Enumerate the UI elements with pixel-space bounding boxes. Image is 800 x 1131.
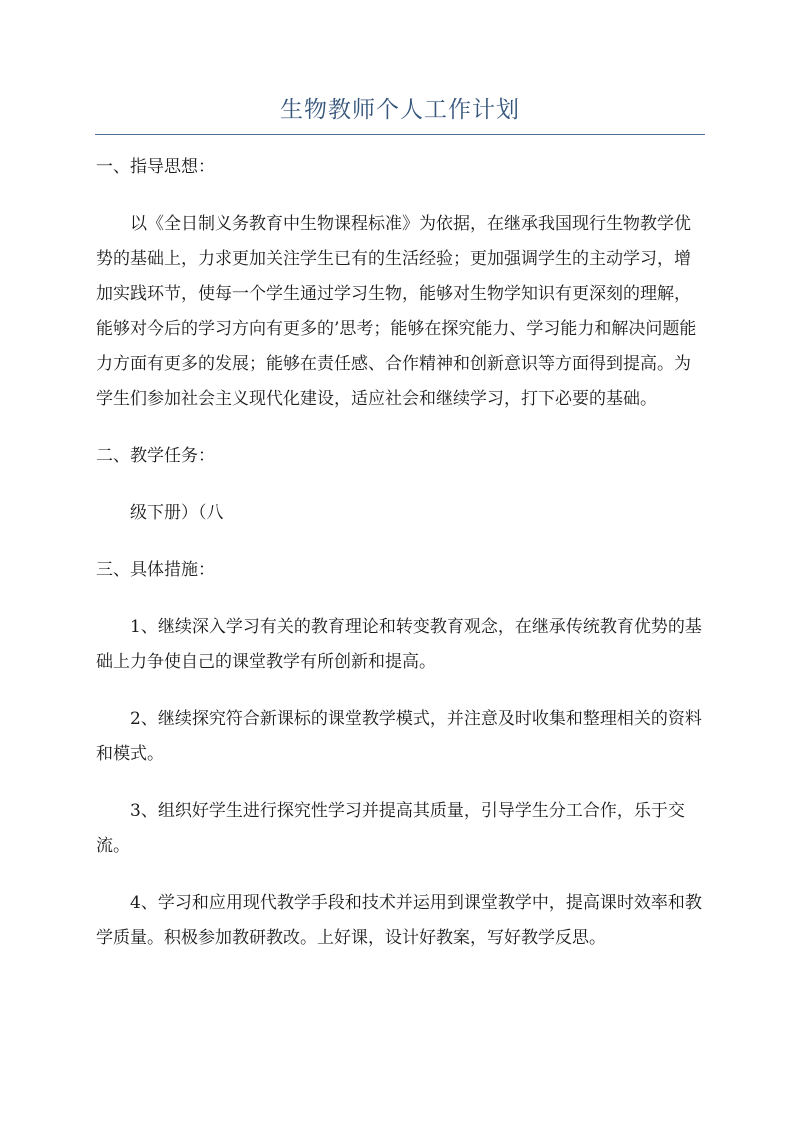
section-heading-guiding-ideology: 一、指导思想： — [96, 157, 215, 177]
document-title: 生物教师个人工作计划 — [280, 97, 520, 123]
spacer — [96, 474, 706, 496]
paragraph-measure-4: 4、学习和应用现代教学手段和技术并运用到课堂教学中，提高课时效率和教学质量。积极参加教研教改。上好课，设计好教案，写好教学反思。 — [96, 893, 702, 948]
title-underline — [95, 134, 705, 135]
paragraph-measure-1: 1、继续深入学习有关的教育理论和转变教育观念，在继承传统教育优势的基础上力争使自己的课堂教学有所创新和提高。 — [96, 617, 702, 672]
paragraph-guiding-ideology: 以《全日制义务教育中生物课程标准》为依据，在继承我国现行生物教学优势的基础上，力求更加关注学生已有的生活经验；更加强调学生的主动学习，增加实践环节，使每一个学生通过学习生物，能够对生物学知识有更深刻的理解，能够对今后的学习方向有更多的’思考；能够在探究能力、学习能力和解决问题能力方面有更多的发展；能够在责任感、合作精神和创新意识等方面得到提高。为学生们参加社会主义现代化建设，适应社会和继续学习，打下必要的基础。 — [96, 214, 697, 409]
spacer — [96, 680, 706, 702]
spacer — [96, 417, 706, 439]
paragraph-measure-3: 3、组织好学生进行探究性学习并提高其质量，引导学生分工合作，乐于交流。 — [96, 801, 685, 856]
paragraph-measure-2: 2、继续探究符合新课标的课堂教学模式，并注意及时收集和整理相关的资料和模式。 — [96, 709, 702, 764]
spacer — [96, 531, 706, 553]
paragraph-teaching-tasks: 级下册）（八 — [130, 503, 224, 523]
spacer — [96, 185, 706, 207]
document-body — [96, 150, 706, 956]
spacer — [96, 588, 706, 610]
spacer — [96, 772, 706, 794]
section-heading-teaching-tasks: 二、教学任务： — [96, 446, 215, 466]
section-heading-measures: 三、具体措施： — [96, 560, 215, 580]
spacer — [96, 864, 706, 886]
